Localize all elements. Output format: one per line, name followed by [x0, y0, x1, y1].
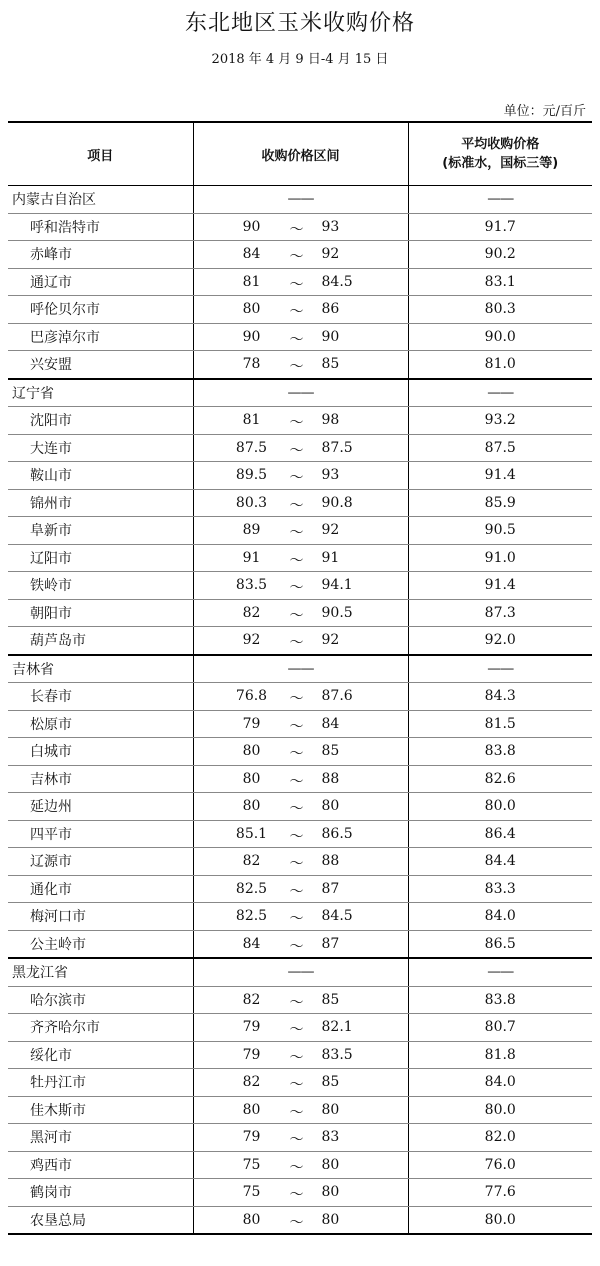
range-high: 80: [321, 1156, 340, 1173]
price-range-values: [194, 848, 408, 874]
average-price: 80.3: [408, 296, 592, 324]
range-low: 79: [242, 1129, 261, 1146]
range-low: 79: [242, 1019, 261, 1036]
price-range: [193, 930, 408, 958]
price-range: [193, 765, 408, 793]
price-range: [193, 683, 408, 711]
header-range: 收购价格区间: [193, 122, 408, 186]
header-average: [408, 122, 592, 186]
table-row: [8, 1069, 592, 1097]
city-name: 黑河市: [8, 1124, 193, 1152]
range-tilde: ～: [289, 718, 304, 735]
range-high: 90.8: [321, 494, 353, 511]
range-tilde: ～: [289, 1159, 304, 1176]
average-price: 85.9: [408, 489, 592, 517]
range-tilde: ～: [289, 938, 304, 955]
range-low: 84: [242, 935, 261, 952]
date-range-subtitle: 2018 年 4 月 9 日-4 月 15 日: [211, 52, 389, 67]
city-name: 大连市: [8, 434, 193, 462]
average-price: 83.8: [408, 738, 592, 766]
range-high: 92: [321, 522, 340, 539]
range-low: 81: [242, 273, 261, 290]
table-row: [8, 489, 592, 517]
price-range: [193, 1014, 408, 1042]
range-tilde: ～: [289, 635, 304, 652]
range-tilde: ～: [289, 359, 304, 376]
city-name: 佳木斯市: [8, 1096, 193, 1124]
price-range-values: [194, 683, 408, 709]
range-tilde: ～: [289, 1077, 304, 1094]
range-high: 85: [321, 1074, 340, 1091]
price-range-values: [194, 296, 408, 322]
average-price: 83.3: [408, 875, 592, 903]
range-tilde: ～: [289, 442, 304, 459]
table-row: [8, 738, 592, 766]
city-name: 长春市: [8, 683, 193, 711]
range-low: 80: [242, 743, 261, 760]
range-high: 80: [321, 1101, 340, 1118]
average-price: 86.5: [408, 930, 592, 958]
range-low: 89: [242, 522, 261, 539]
price-range: [193, 296, 408, 324]
table-row: [8, 241, 592, 269]
average-price: 84.3: [408, 683, 592, 711]
region-name: 黑龙江省: [8, 958, 193, 986]
range-tilde: ～: [289, 1187, 304, 1204]
price-range-values: [194, 1097, 408, 1123]
table-header-row: [8, 122, 592, 186]
price-range-values: [194, 214, 408, 240]
price-range: [193, 875, 408, 903]
average-price: 93.2: [408, 407, 592, 435]
average-price: 91.4: [408, 462, 592, 490]
price-range: [193, 793, 408, 821]
region-row: [8, 655, 592, 683]
range-high: 82.1: [321, 1019, 353, 1036]
table-row: [8, 1014, 592, 1042]
range-low: 81: [242, 412, 261, 429]
average-price: 81.8: [408, 1041, 592, 1069]
price-range-values: [194, 1124, 408, 1150]
table-row: [8, 323, 592, 351]
table-row: [8, 434, 592, 462]
city-name: 哈尔滨市: [8, 986, 193, 1014]
price-range: [193, 572, 408, 600]
city-name: 四平市: [8, 820, 193, 848]
price-range-values: [194, 545, 408, 571]
range-tilde: ～: [289, 497, 304, 514]
price-range: [193, 1096, 408, 1124]
price-range: [193, 544, 408, 572]
header-item: 项目: [8, 122, 193, 186]
price-range: [193, 738, 408, 766]
table-row: [8, 1096, 592, 1124]
price-range-values: [194, 711, 408, 737]
range-tilde: ～: [289, 1104, 304, 1121]
range-tilde: ～: [289, 552, 304, 569]
range-high: 83.5: [321, 1046, 353, 1063]
range-tilde: ～: [289, 994, 304, 1011]
price-range-values: [194, 793, 408, 819]
price-range: [193, 903, 408, 931]
average-price: 86.4: [408, 820, 592, 848]
average-price: 90.0: [408, 323, 592, 351]
range-tilde: ～: [289, 249, 304, 266]
price-range-values: [194, 627, 408, 653]
average-price: 80.0: [408, 1096, 592, 1124]
price-range-values: [194, 821, 408, 847]
price-table: [8, 121, 592, 1235]
price-range: [193, 986, 408, 1014]
range-low: 83.5: [235, 577, 268, 594]
average-price: 84.4: [408, 848, 592, 876]
city-name: 白城市: [8, 738, 193, 766]
city-name: 呼和浩特市: [8, 213, 193, 241]
average-price: 77.6: [408, 1179, 592, 1207]
range-tilde: ～: [289, 801, 304, 818]
table-row: [8, 351, 592, 379]
price-range-values: [194, 1179, 408, 1205]
price-range: [193, 434, 408, 462]
table-row: [8, 1041, 592, 1069]
range-low: 91: [242, 549, 261, 566]
average-dash: ——: [408, 186, 592, 214]
price-range: [193, 407, 408, 435]
range-high: 87.5: [321, 439, 353, 456]
range-high: 80: [321, 1184, 340, 1201]
range-low: 84: [242, 246, 261, 263]
price-range-values: [194, 876, 408, 902]
range-dash: ——: [193, 958, 408, 986]
table-row: [8, 683, 592, 711]
table-body: [8, 186, 592, 1235]
average-price: 84.0: [408, 1069, 592, 1097]
region-name: 辽宁省: [8, 379, 193, 407]
range-tilde: ～: [289, 525, 304, 542]
table-row: [8, 848, 592, 876]
range-tilde: ～: [289, 691, 304, 708]
table-row: [8, 407, 592, 435]
price-range: [193, 1206, 408, 1234]
price-range-values: [194, 903, 408, 929]
city-name: 阜新市: [8, 517, 193, 545]
table-row: [8, 875, 592, 903]
range-tilde: ～: [289, 1132, 304, 1149]
city-name: 延边州: [8, 793, 193, 821]
table-row: [8, 793, 592, 821]
range-high: 90: [321, 328, 340, 345]
range-tilde: ～: [289, 828, 304, 845]
price-range-values: [194, 600, 408, 626]
table-row: [8, 1124, 592, 1152]
average-dash: ——: [408, 958, 592, 986]
range-high: 88: [321, 853, 340, 870]
table-row: [8, 572, 592, 600]
region-name: 内蒙古自治区: [8, 186, 193, 214]
table-row: [8, 599, 592, 627]
range-tilde: ～: [289, 331, 304, 348]
range-high: 86.5: [321, 825, 353, 842]
price-range-values: [194, 987, 408, 1013]
table-row: [8, 462, 592, 490]
average-price: 76.0: [408, 1151, 592, 1179]
city-name: 朝阳市: [8, 599, 193, 627]
range-low: 75: [242, 1156, 261, 1173]
average-price: 84.0: [408, 903, 592, 931]
average-price: 90.5: [408, 517, 592, 545]
city-name: 齐齐哈尔市: [8, 1014, 193, 1042]
average-price: 80.7: [408, 1014, 592, 1042]
price-range: [193, 599, 408, 627]
range-high: 84.5: [321, 908, 353, 925]
average-price: 82.0: [408, 1124, 592, 1152]
range-high: 92: [321, 246, 340, 263]
range-tilde: ～: [289, 221, 304, 238]
city-name: 绥化市: [8, 1041, 193, 1069]
price-range-values: [194, 931, 408, 957]
range-tilde: ～: [289, 911, 304, 928]
range-low: 80: [242, 770, 261, 787]
range-high: 94.1: [321, 577, 353, 594]
table-row: [8, 627, 592, 655]
region-name: 吉林省: [8, 655, 193, 683]
range-low: 90: [242, 328, 261, 345]
table-row: [8, 903, 592, 931]
price-range: [193, 213, 408, 241]
price-range: [193, 1124, 408, 1152]
range-low: 89.5: [235, 467, 268, 484]
range-tilde: ～: [289, 580, 304, 597]
range-high: 90.5: [321, 604, 353, 621]
city-name: 公主岭市: [8, 930, 193, 958]
average-price: 91.4: [408, 572, 592, 600]
table-row: [8, 268, 592, 296]
price-range-values: [194, 462, 408, 488]
range-tilde: ～: [289, 1022, 304, 1039]
city-name: 通化市: [8, 875, 193, 903]
price-range: [193, 627, 408, 655]
range-tilde: ～: [289, 470, 304, 487]
price-range-values: [194, 269, 408, 295]
region-row: [8, 958, 592, 986]
average-price: 80.0: [408, 793, 592, 821]
range-low: 82.5: [235, 880, 268, 897]
average-price: 80.0: [408, 1206, 592, 1234]
average-price: 82.6: [408, 765, 592, 793]
header-average-line1: 平均收购价格: [461, 137, 540, 152]
price-range: [193, 820, 408, 848]
range-high: 98: [321, 412, 340, 429]
range-high: 85: [321, 356, 340, 373]
price-range: [193, 1151, 408, 1179]
table-row: [8, 213, 592, 241]
range-low: 82: [242, 991, 261, 1008]
price-range-values: [194, 1014, 408, 1040]
city-name: 鞍山市: [8, 462, 193, 490]
range-low: 79: [242, 1046, 261, 1063]
city-name: 通辽市: [8, 268, 193, 296]
price-range-values: [194, 572, 408, 598]
range-low: 80: [242, 1101, 261, 1118]
price-range: [193, 1041, 408, 1069]
city-name: 呼伦贝尔市: [8, 296, 193, 324]
price-range: [193, 241, 408, 269]
average-price: 87.5: [408, 434, 592, 462]
city-name: 鸡西市: [8, 1151, 193, 1179]
range-dash: ——: [193, 655, 408, 683]
price-range-values: [194, 1069, 408, 1095]
range-dash: ——: [193, 379, 408, 407]
range-low: 76.8: [235, 688, 268, 705]
range-high: 93: [321, 467, 340, 484]
table-row: [8, 1179, 592, 1207]
range-low: 90: [242, 218, 261, 235]
range-high: 87.6: [321, 688, 353, 705]
range-high: 80: [321, 1211, 340, 1228]
range-tilde: ～: [289, 304, 304, 321]
range-high: 84.5: [321, 273, 353, 290]
price-range: [193, 462, 408, 490]
average-price: 83.8: [408, 986, 592, 1014]
price-range-values: [194, 766, 408, 792]
price-range: [193, 517, 408, 545]
range-low: 80: [242, 798, 261, 815]
table-row: [8, 544, 592, 572]
price-range-values: [194, 517, 408, 543]
city-name: 梅河口市: [8, 903, 193, 931]
table-row: [8, 296, 592, 324]
city-name: 农垦总局: [8, 1206, 193, 1234]
range-high: 93: [321, 218, 340, 235]
range-low: 85.1: [235, 825, 268, 842]
range-high: 85: [321, 743, 340, 760]
city-name: 铁岭市: [8, 572, 193, 600]
range-tilde: ～: [289, 773, 304, 790]
average-price: 92.0: [408, 627, 592, 655]
range-high: 88: [321, 770, 340, 787]
price-range-values: [194, 1042, 408, 1068]
range-low: 80.3: [235, 494, 268, 511]
price-range-values: [194, 490, 408, 516]
city-name: 沈阳市: [8, 407, 193, 435]
range-low: 82: [242, 853, 261, 870]
price-range: [193, 489, 408, 517]
table-row: [8, 986, 592, 1014]
page-title: 东北地区玉米收购价格: [184, 11, 415, 36]
average-price: 91.0: [408, 544, 592, 572]
price-range: [193, 323, 408, 351]
city-name: 吉林市: [8, 765, 193, 793]
average-dash: ——: [408, 655, 592, 683]
city-name: 葫芦岛市: [8, 627, 193, 655]
range-low: 82: [242, 1074, 261, 1091]
price-range: [193, 351, 408, 379]
city-name: 兴安盟: [8, 351, 193, 379]
range-low: 80: [242, 301, 261, 318]
range-low: 75: [242, 1184, 261, 1201]
city-name: 牡丹江市: [8, 1069, 193, 1097]
average-price: 91.7: [408, 213, 592, 241]
range-low: 78: [242, 356, 261, 373]
range-high: 80: [321, 798, 340, 815]
range-low: 79: [242, 715, 261, 732]
range-tilde: ～: [289, 746, 304, 763]
city-name: 巴彦淖尔市: [8, 323, 193, 351]
price-range-values: [194, 435, 408, 461]
table-row: [8, 820, 592, 848]
header-average-line2: (标准水，国标三等): [442, 156, 559, 171]
price-range-values: [194, 1152, 408, 1178]
range-tilde: ～: [289, 607, 304, 624]
average-price: 83.1: [408, 268, 592, 296]
average-price: 90.2: [408, 241, 592, 269]
city-name: 锦州市: [8, 489, 193, 517]
price-range: [193, 1069, 408, 1097]
table-row: [8, 1151, 592, 1179]
table-row: [8, 517, 592, 545]
city-name: 松原市: [8, 710, 193, 738]
price-range: [193, 710, 408, 738]
average-dash: ——: [408, 379, 592, 407]
region-row: [8, 186, 592, 214]
range-tilde: ～: [289, 1214, 304, 1231]
city-name: 辽阳市: [8, 544, 193, 572]
range-high: 85: [321, 991, 340, 1008]
price-range-values: [194, 738, 408, 764]
range-high: 91: [321, 549, 340, 566]
range-dash: ——: [193, 186, 408, 214]
range-low: 82.5: [235, 908, 268, 925]
region-row: [8, 379, 592, 407]
table-row: [8, 765, 592, 793]
range-high: 86: [321, 301, 340, 318]
table-row: [8, 710, 592, 738]
price-range: [193, 268, 408, 296]
price-range-values: [194, 351, 408, 377]
range-tilde: ～: [289, 856, 304, 873]
range-high: 83: [321, 1129, 340, 1146]
range-low: 92: [242, 632, 261, 649]
range-high: 92: [321, 632, 340, 649]
range-tilde: ～: [289, 276, 304, 293]
average-price: 81.0: [408, 351, 592, 379]
range-high: 87: [321, 880, 340, 897]
range-low: 80: [242, 1211, 261, 1228]
city-name: 赤峰市: [8, 241, 193, 269]
price-range-values: [194, 324, 408, 350]
range-tilde: ～: [289, 415, 304, 432]
unit-label: 单位：元/百斤: [503, 104, 586, 119]
table-row: [8, 1206, 592, 1234]
price-range: [193, 1179, 408, 1207]
range-high: 87: [321, 935, 340, 952]
range-low: 82: [242, 604, 261, 621]
price-range-values: [194, 407, 408, 433]
range-high: 84: [321, 715, 340, 732]
price-range-values: [194, 1207, 408, 1233]
range-low: 87.5: [235, 439, 268, 456]
city-name: 辽源市: [8, 848, 193, 876]
average-price: 81.5: [408, 710, 592, 738]
range-tilde: ～: [289, 1049, 304, 1066]
table-row: [8, 930, 592, 958]
range-tilde: ～: [289, 883, 304, 900]
price-range-values: [194, 241, 408, 267]
price-range: [193, 848, 408, 876]
city-name: 鹤岗市: [8, 1179, 193, 1207]
average-price: 87.3: [408, 599, 592, 627]
